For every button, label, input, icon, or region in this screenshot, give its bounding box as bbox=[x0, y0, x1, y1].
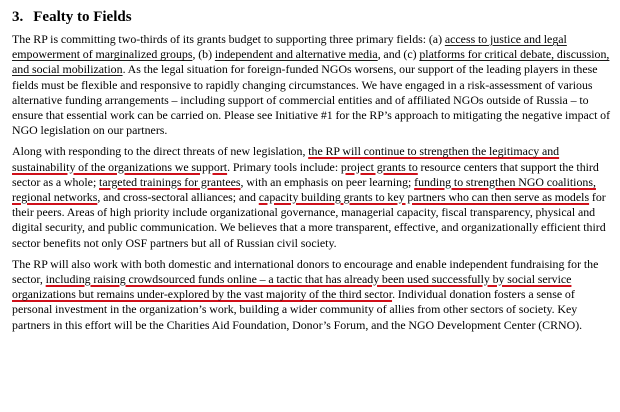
p2-text-1: Along with responding to the direct threats of new legislation, bbox=[12, 144, 309, 159]
p1-text-1: The RP is committing two-thirds of its grants budget to supporting three primary fields: (a) bbox=[12, 32, 445, 46]
p2-text-4: , with an emphasis on peer learning; bbox=[240, 174, 415, 189]
section-title: Fealty to Fields bbox=[33, 9, 132, 25]
p2-underline-trainings: targeted trainings for grantees bbox=[99, 174, 241, 189]
p3-underline-crowdsourced: including raising crowdsourced funds online – a tactic that has already been used successfully by social service organizations but remains under-explored by the vast majority of the third sector bbox=[12, 272, 572, 302]
p2-text-2: . Primary tools include: bbox=[227, 159, 341, 174]
p2-text-5: , and cross-sectoral alliances; and bbox=[97, 190, 259, 205]
section-number: 3. bbox=[12, 9, 24, 25]
p2-underline-legitimacy: the RP will continue to strengthen the legitimacy and sustainability of the organizations we support bbox=[12, 144, 560, 174]
p3-text-1: The RP will also work with both domestic and international donors to encourage and enable independent fundraising for the sector, bbox=[12, 256, 599, 287]
p2-underline-project-grants: project grants to bbox=[340, 159, 418, 174]
p2-text-6: for their peers. Areas of high priority include organizational governance, managerial capacity, fiscal transparency, physical and digital security, and public communication. We believes that a more transparent, effective, and organizationally efficient third sector benefits not only OSF partners but all of Russian civil society. bbox=[12, 190, 606, 250]
p1-underline-platforms: platforms for critical debate, discussion, and social mobilization bbox=[12, 47, 610, 77]
p2-text-3: resource centers that support the third sector as a whole; bbox=[12, 159, 599, 189]
p2-underline-coalitions: funding to strengthen NGO coalitions, regional networks bbox=[12, 174, 596, 205]
p2-underline-capacity-building: capacity building grants to key partners who can then serve as models bbox=[258, 190, 590, 205]
section-heading bbox=[12, 8, 612, 26]
p1-text-4: . As the legal situation for foreign-funded NGOs worsens, our support of the leading players in these fields must be flexible and responsive to rapidly changing circumstances. We have engaged in a risk-assessment of various alternative funding arrangements – including support of commercial entities and of affiliated NGOs outside of Russia – to ensure that essential work can be carried on. Please see Initiative #1 for the RP’s approach to mitigating the negative impact of NGO legislation on our partners. bbox=[12, 62, 611, 138]
p1-underline-access-to-justice: access to justice and legal empowerment of marginalized groups bbox=[12, 32, 567, 62]
paragraph-2 bbox=[12, 144, 612, 250]
p3-text-2: . Individual donation fosters a sense of personal investment in the organization’s work, building a wider community of allies from other sectors of society. Key partners in this effort will be the Charities Aid Foundation, Donor’s Forum, and the NGO Development Center (CRNO). bbox=[12, 287, 583, 332]
p1-underline-independent-media: independent and alternative media bbox=[214, 47, 378, 62]
p1-text-3: , and (c) bbox=[377, 47, 420, 62]
paragraph-3 bbox=[12, 257, 612, 333]
paragraph-1 bbox=[12, 32, 612, 138]
p1-text-2: , (b) bbox=[192, 47, 215, 62]
